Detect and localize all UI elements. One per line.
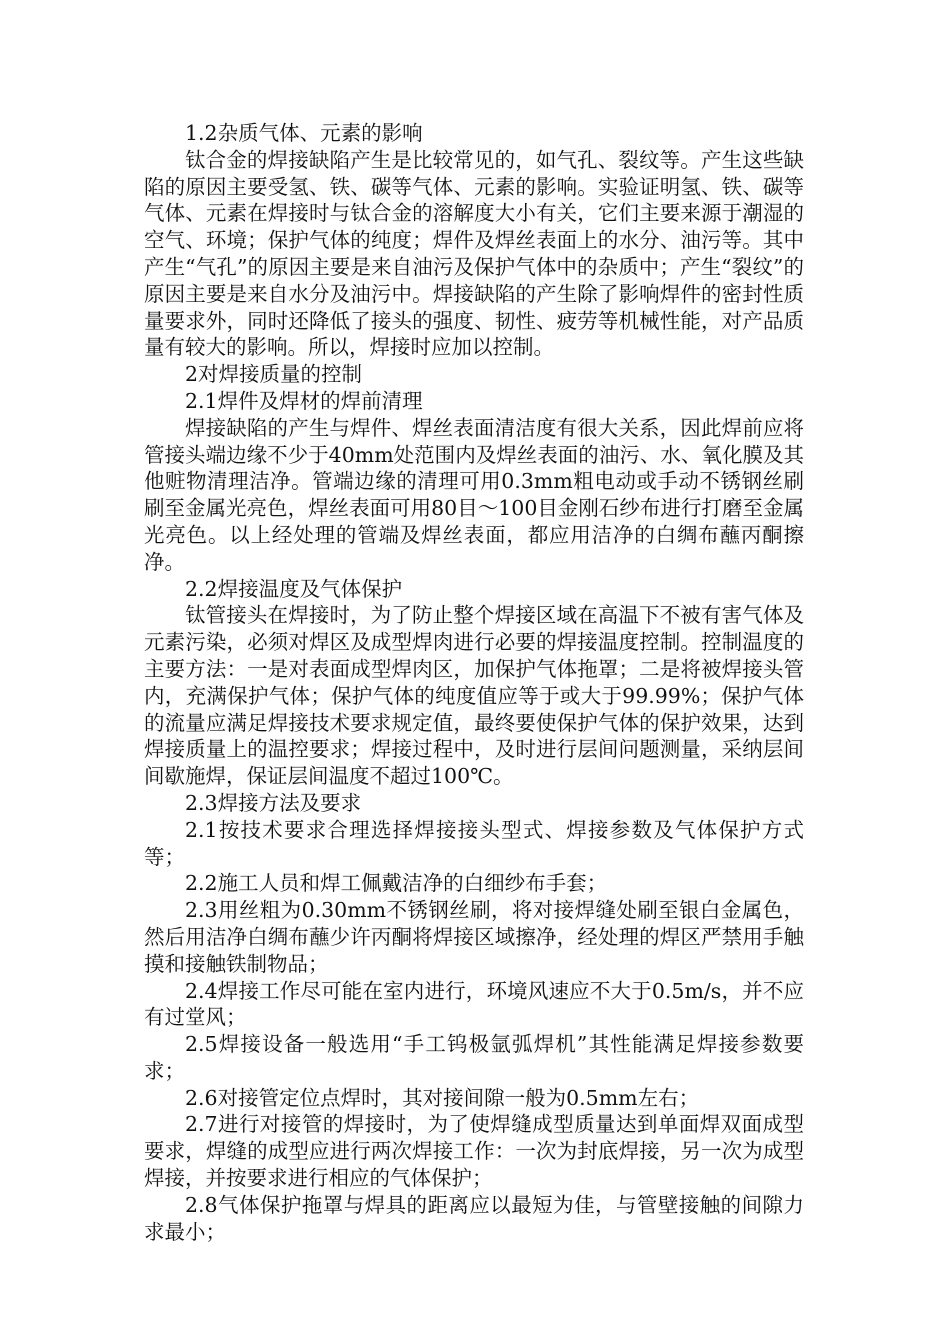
list-item-2-6: 2.6对接管定位点焊时，其对接间隙一般为0.5mm左右；	[185, 1085, 700, 1110]
document-body	[144, 120, 804, 1245]
list-item-2-5: 2.5焊接设备一般选用“手工钨极氩弧焊机”其性能满足焊接参数要求；	[144, 1032, 804, 1083]
paragraph-impurity-effects: 钛合金的焊接缺陷产生是比较常见的，如气孔、裂纹等。产生这些缺陷的原因主要受氢、铁、碳等气体、元素的影响。实验证明氢、铁、碳等气体、元素在焊接时与钛合金的溶解度大小有关，它们主要来源于潮湿的空气、环境；保护气体的纯度；焊件及焊丝表面上的水分、油污等。其中产生“气孔”的原因主要是来自油污及保护气体中的杂质中；产生“裂纹”的原因主要是来自水分及油污中。焊接缺陷的产生除了影响焊件的密封性质量要求外，同时还降低了接头的强度、韧性、疲劳等机械性能，对产品质量有较大的影响。所以，焊接时应加以控制。	[144, 147, 804, 360]
section-heading-2-1: 2.1焊件及焊材的焊前清理	[185, 388, 423, 413]
section-heading-2-3: 2.3焊接方法及要求	[185, 790, 362, 815]
section-heading-2-2: 2.2焊接温度及气体保护	[185, 576, 403, 601]
section-heading-2: 2对焊接质量的控制	[185, 362, 363, 387]
list-item-2-4: 2.4焊接工作尽可能在室内进行，环境风速应不大于0.5m/s，并不应有过堂风；	[144, 978, 804, 1030]
paragraph-temperature-gas-protection: 钛管接头在焊接时，为了防止整个焊接区域在高温下不被有害气体及元素污染，必须对焊区及成型焊肉进行必要的焊接温度控制。控制温度的主要方法：一是对表面成型焊肉区，加保护气体拖罩；二是将被焊接头管内，充满保护气体；保护气体的纯度值应等于或大于99.99%；保护气体的流量应满足焊接技术要求规定值，最终要使保护气体的保护效果，达到焊接质量上的温控要求；焊接过程中，及时进行层间问题测量，采纳层间间歇施焊，保证层间温度不超过100℃。	[144, 603, 804, 789]
list-item-2-8: 2.8气体保护拖罩与焊具的距离应以最短为佳，与管壁接触的间隙力求最小；	[144, 1192, 804, 1244]
list-item-2-1: 2.1按技术要求合理选择焊接接头型式、焊接参数及气体保护方式等；	[144, 817, 804, 869]
list-item-2-7: 2.7进行对接管的焊接时，为了使焊缝成型质量达到单面焊双面成型要求，焊缝的成型应进行两次焊接工作：一次为封底焊接，另一次为成型焊接，并按要求进行相应的气体保护；	[144, 1112, 804, 1191]
section-heading-1-2: 1.2杂质气体、元素的影响	[185, 121, 423, 145]
list-item-2-3: 2.3用丝粗为0.30mm不锈钢丝刷，将对接焊缝处刷至银白金属色，然后用洁净白绸布蘸少许丙酮将焊接区域擦净，经处理的焊区严禁用手触摸和接触铁制物品；	[144, 898, 804, 976]
list-item-2-2: 2.2施工人员和焊工佩戴洁净的白细纱布手套；	[185, 871, 608, 896]
paragraph-pre-weld-cleaning: 焊接缺陷的产生与焊件、焊丝表面清洁度有很大关系，因此焊前应将管接头端边缘不少于40mm处范围内及焊丝表面的油污、水、氧化膜及其他赃物清理洁净。管端边缘的清理可用0.3mm粗电动或手动不锈钢丝刷刷至金属光亮色，焊丝表面可用80目～100目金刚石纱布进行打磨至金属光亮色。以上经处理的管端及焊丝表面，都应用洁净的白绸布蘸丙酮擦净。	[144, 415, 804, 574]
